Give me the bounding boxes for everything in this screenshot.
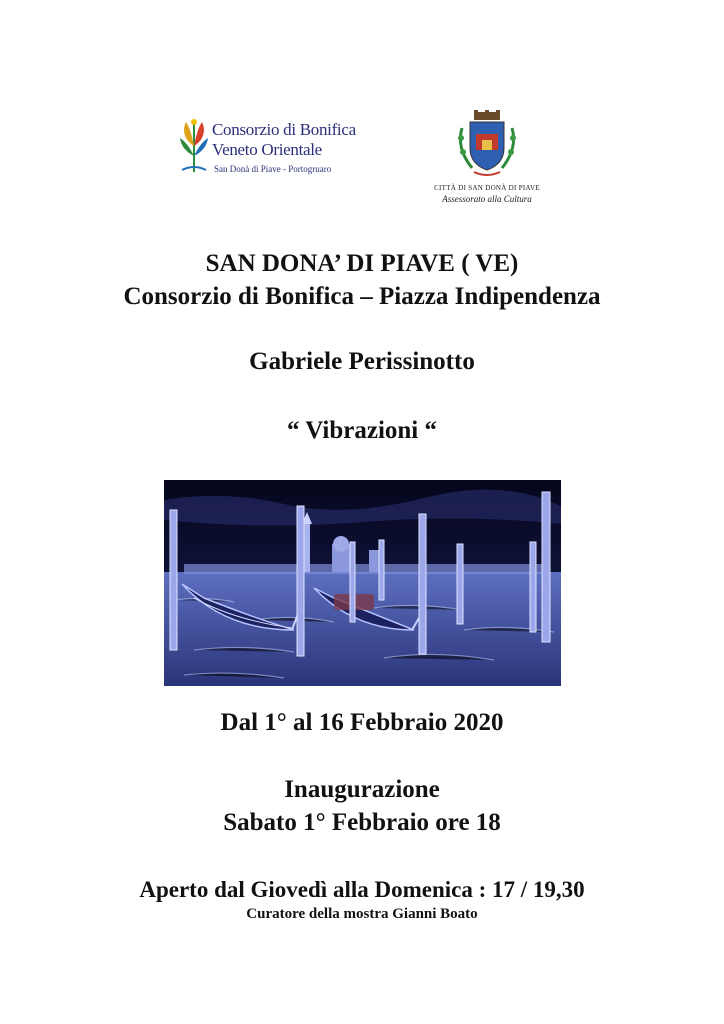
consorzio-emblem-icon	[178, 116, 210, 176]
curator: Curatore della mostra Gianni Boato	[246, 906, 478, 922]
exhibition-title: “ Vibrazioni “	[286, 417, 437, 444]
city-coat-of-arms-icon	[452, 108, 522, 182]
opening-hours: Aperto dal Giovedì alla Domenica : 17 / 19,30	[139, 877, 585, 902]
city-logo-line2: Assessorato alla Cultura	[442, 194, 532, 204]
event-city: SAN DONA’ DI PIAVE ( VE)	[205, 250, 519, 277]
consorzio-logo	[178, 116, 356, 186]
painting-image	[164, 480, 561, 686]
gondolas-venice-painting	[164, 480, 561, 686]
exhibition-dates: Dal 1° al 16 Febbraio 2020	[220, 709, 504, 736]
consorzio-logo-line2: Veneto Orientale	[212, 140, 322, 159]
opening-date: Sabato 1° Febbraio ore 18	[223, 809, 501, 836]
artist-name: Gabriele Perissinotto	[249, 348, 475, 375]
city-logo-line1: CITTÀ DI SAN DONÀ DI PIAVE	[434, 184, 540, 192]
city-logo	[428, 108, 546, 208]
event-venue: Consorzio di Bonifica – Piazza Indipendenza	[123, 283, 601, 310]
consorzio-logo-line1: Consorzio di Bonifica	[212, 120, 356, 139]
opening-label: Inaugurazione	[284, 776, 440, 803]
consorzio-logo-line3: San Donà di Piave - Portogruaro	[214, 164, 332, 174]
